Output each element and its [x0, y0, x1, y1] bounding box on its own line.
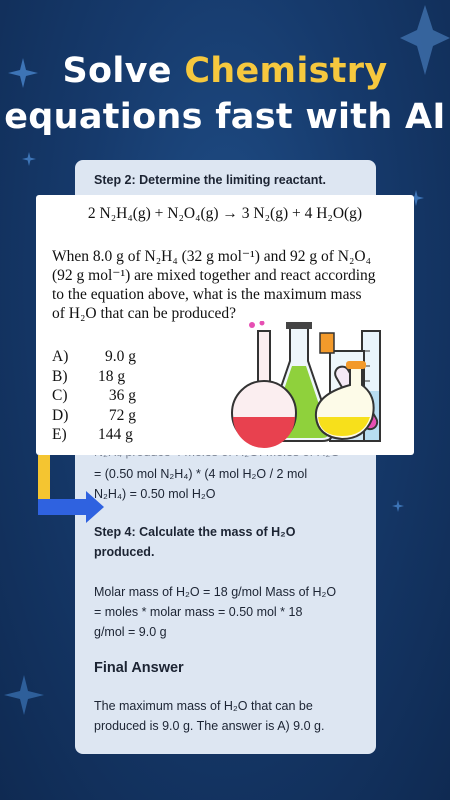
question-line: of H₂O that can be produced?	[52, 305, 237, 322]
step4-line3: g/mol = 9.0 g	[94, 625, 167, 639]
option-value: 36 g	[108, 387, 136, 404]
option-d[interactable]	[52, 406, 140, 426]
option-key: B)	[52, 367, 68, 385]
option-a[interactable]	[52, 347, 140, 367]
step4-title-line1: Step 4: Calculate the mass of H₂O	[94, 525, 296, 539]
lab-flasks-icon	[222, 321, 412, 451]
step2-title: Step 2: Determine the limiting reactant.	[94, 173, 326, 187]
option-value: 144 g	[98, 426, 133, 443]
option-value: 18 g	[98, 367, 126, 385]
option-value: 72 g	[108, 406, 136, 424]
final-line1: The maximum mass of H₂O that can be	[94, 699, 313, 713]
step4-line2: = moles * molar mass = 0.50 mol * 18	[94, 605, 303, 619]
option-key: C)	[52, 387, 68, 404]
option-b[interactable]	[52, 367, 140, 387]
step3-line1: = (0.50 mol N₂H₄) * (4 mol H₂O / 2 mol	[94, 467, 308, 481]
step4-line1: Molar mass of H₂O = 18 g/mol Mass of H₂O	[94, 585, 337, 599]
question-line: (92 g mol⁻¹) are mixed together and react according	[52, 267, 376, 284]
answer-options	[52, 347, 140, 445]
question-line: When 8.0 g of N₂H₄ (32 g mol⁻¹) and 92 g of N₂O₄	[52, 248, 371, 265]
question-card	[36, 195, 414, 455]
question-text	[52, 247, 412, 323]
option-key: D)	[52, 406, 69, 424]
reaction-equation: 2 N₂H₄(g) + N₂O₄(g) → 3 N₂(g) + 4 H₂O(g)	[87, 205, 363, 222]
option-c[interactable]	[52, 386, 140, 406]
option-value: 9.0 g	[105, 348, 136, 365]
question-line: to the equation above, what is the maximum mass	[52, 286, 362, 303]
headline-line2: equations fast with AI	[4, 97, 446, 137]
step4-title-line2: produced.	[94, 545, 155, 559]
sparkle-icon	[4, 675, 44, 715]
step3-line2: N₂H₄) = 0.50 mol H₂O	[94, 487, 216, 501]
final-answer-title: Final Answer	[94, 660, 184, 676]
arrow-icon	[36, 455, 106, 525]
option-key: A)	[52, 348, 69, 365]
headline	[0, 48, 450, 140]
option-e[interactable]	[52, 425, 140, 445]
headline-accent: Chemistry	[184, 51, 388, 91]
headline-prefix: Solve	[62, 51, 185, 91]
sparkle-icon	[392, 500, 404, 512]
option-key: E)	[52, 426, 67, 443]
final-line2: produced is 9.0 g. The answer is A) 9.0 g.	[94, 719, 325, 733]
sparkle-icon	[22, 152, 36, 166]
